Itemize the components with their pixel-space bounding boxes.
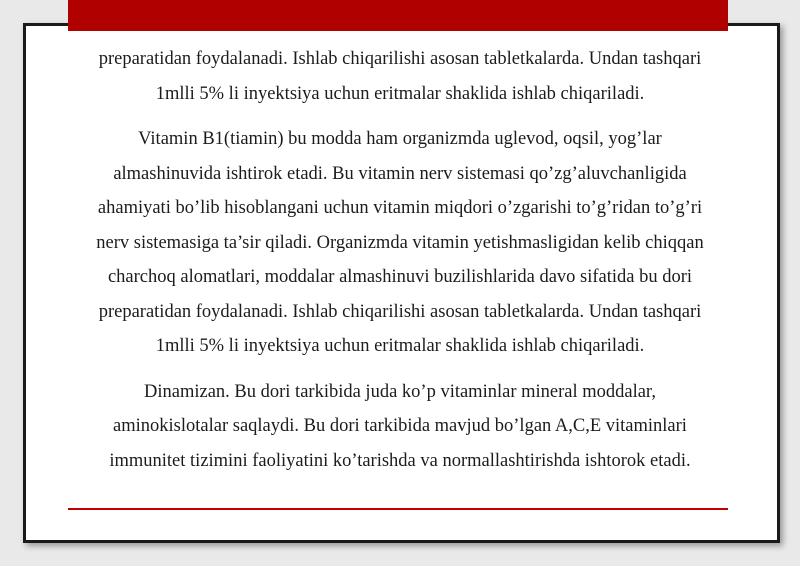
paragraph-vitamin-b1: Vitamin B1(tiamin) bu modda ham organizmda uglevod, oqsil, yog’lar almashinuvida ishtirok etadi. Bu vitamin nerv sistemasi qo’zg’aluvchanligida ahamiyati bo’lib hisoblangani uchun vitamin miqdori o’zgarishi to’g’ridan to’g’ri nerv sistemasiga ta’sir qiladi. Organizmda vitamin yetishmasligidan kelib chiqqan charchoq alomatlari, moddalar almashinuvi buzilishlarida davo sifatida bu dori preparatidan foydalanadi. Ishlab chiqarilishi asosan tabletkalarda. Undan tashqari 1mlli 5% li inyektsiya uchun eritmalar shaklida ishlab chiqariladi. [96, 129, 704, 356]
header-accent-bar [68, 0, 728, 31]
bottom-divider [68, 508, 728, 510]
paragraph-continuation: preparatidan foydalanadi. Ishlab chiqarilishi asosan tabletkalarda. Undan tashqari 1mlli 5% li inyektsiya uchun eritmalar shaklida ishlab chiqariladi. [98, 49, 702, 104]
paragraph-dinamizan: Dinamizan. Bu dori tarkibida juda ko’p vitaminlar mineral moddalar, aminokislotalar saqlaydi. Bu dori tarkibida mavjud bo’lgan A,C,E vitaminlari immunitet tizimini faoliyatini ko’tarishda va normallashtirishda ishtorok etadi. [109, 381, 691, 471]
slide-body [26, 42, 774, 478]
